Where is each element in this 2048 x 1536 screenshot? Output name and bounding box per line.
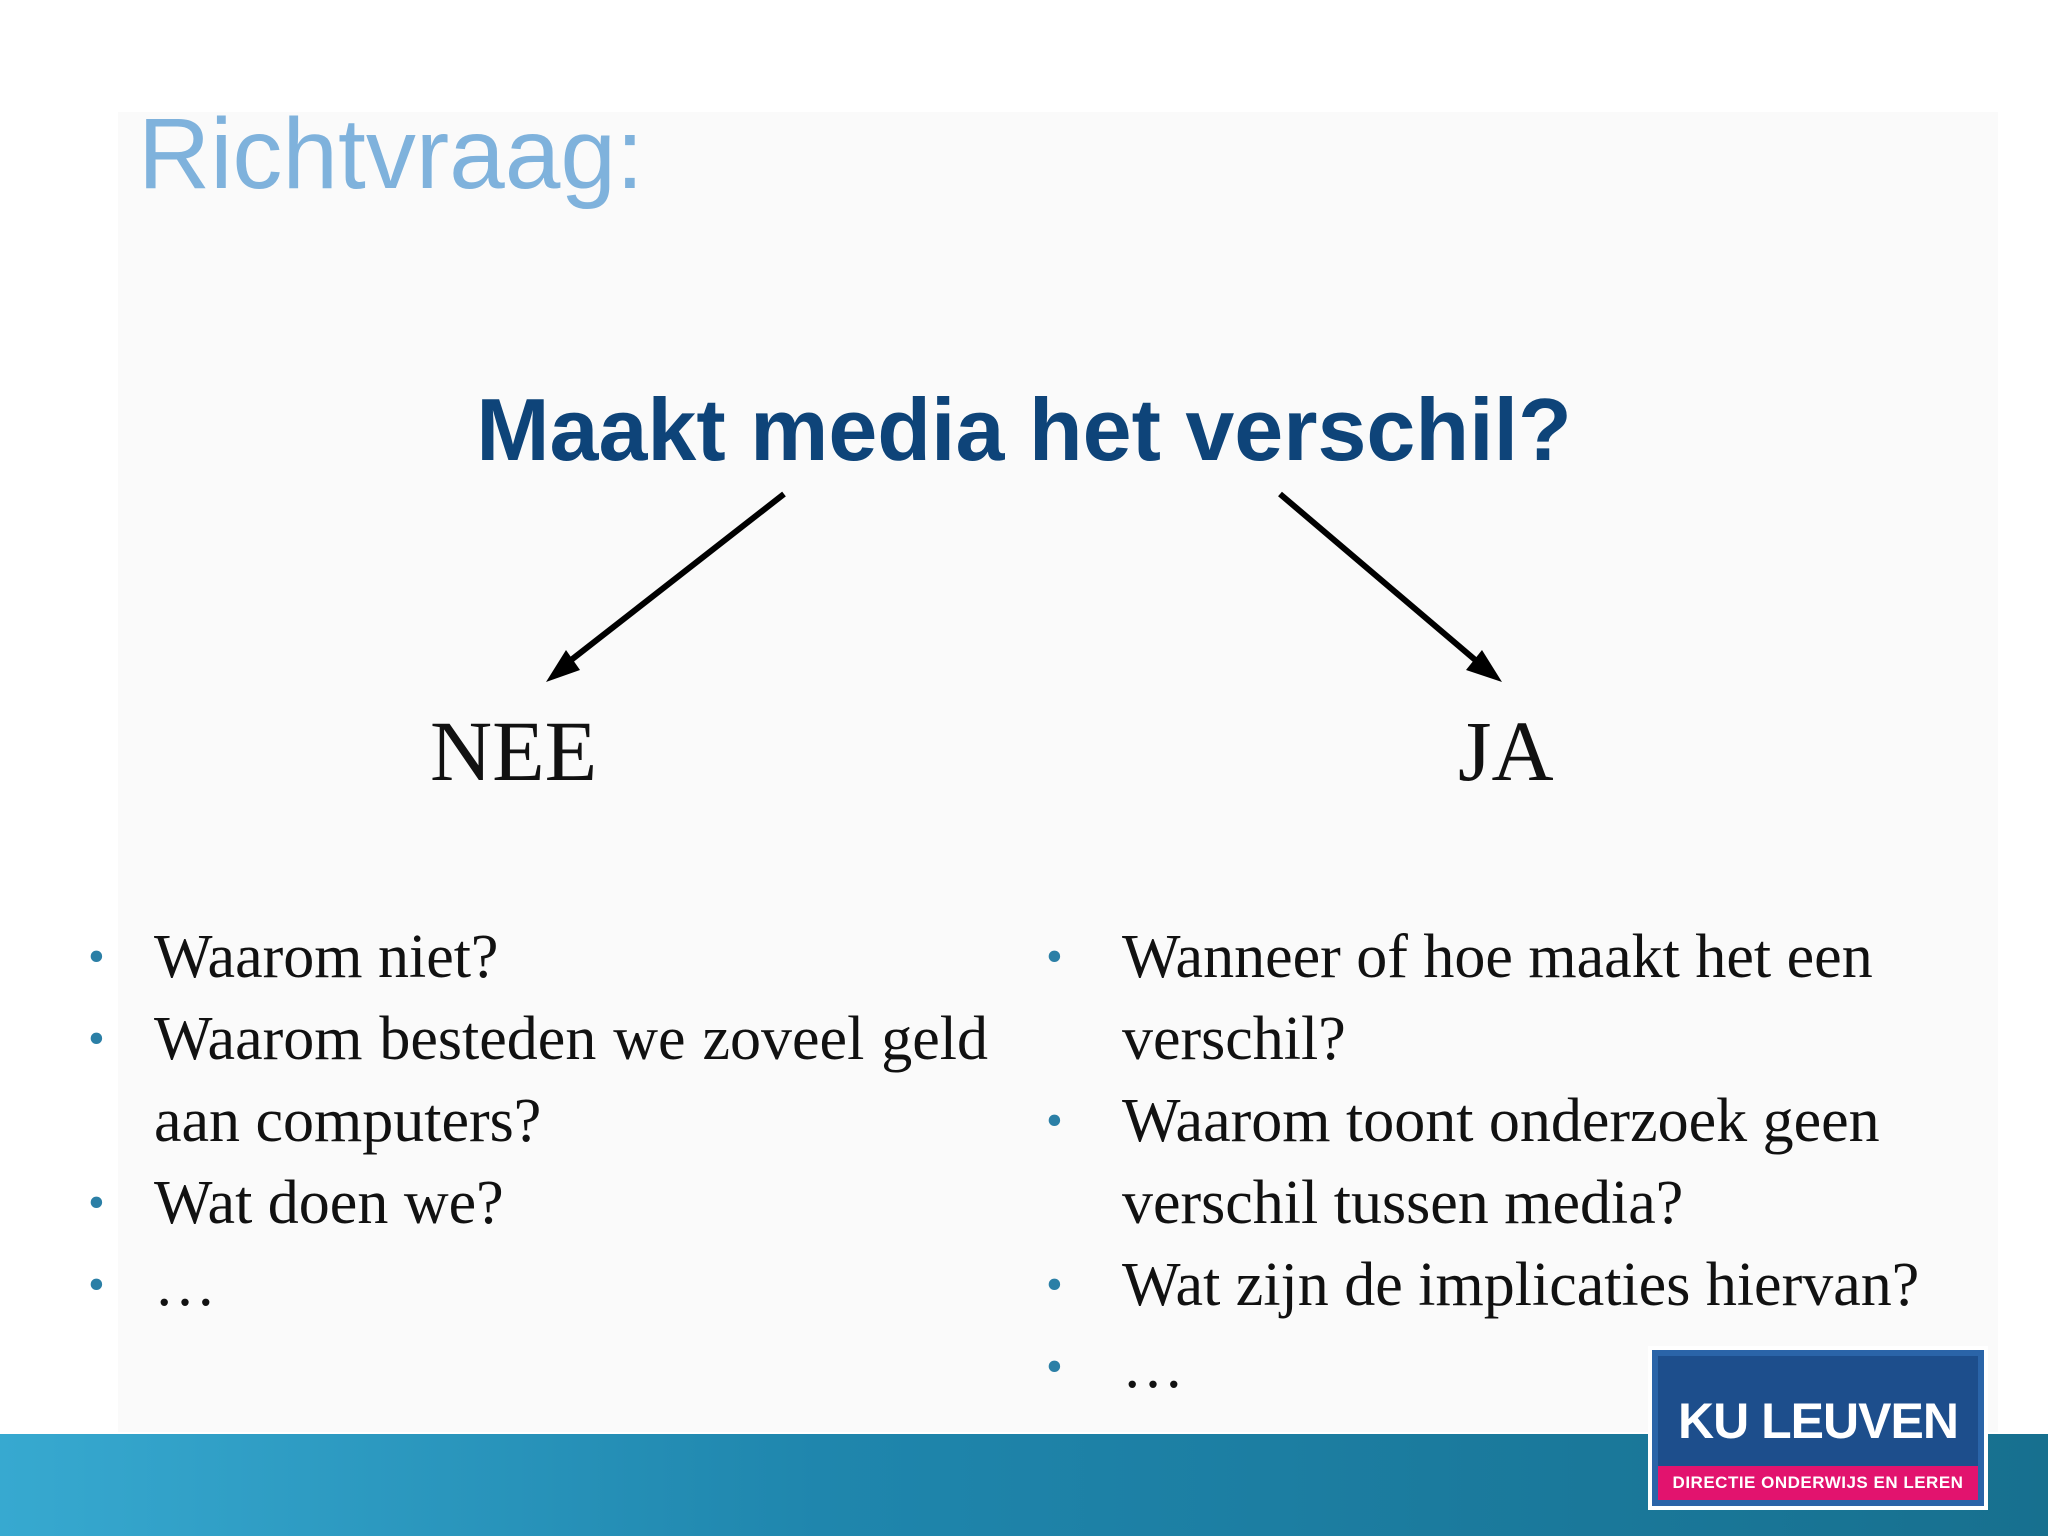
list-item: • Waarom toont onderzoek geen verschil tussen media? bbox=[1046, 1080, 1986, 1244]
bullet-icon: • bbox=[1046, 1340, 1063, 1393]
bullet-icon: • bbox=[88, 1176, 105, 1229]
answer-ja: JA bbox=[1458, 703, 1554, 799]
logo-name: KU LEUVEN bbox=[1678, 1393, 1958, 1449]
logo-panel bbox=[1652, 1350, 1984, 1506]
list-item: • … bbox=[1046, 1326, 1986, 1408]
bullet-icon: • bbox=[88, 930, 105, 983]
bullet-icon: • bbox=[88, 1012, 105, 1065]
arrow-to-nee bbox=[546, 494, 784, 682]
list-item: • Waarom niet? bbox=[88, 916, 988, 998]
ja-bullet-list bbox=[1046, 916, 1986, 1408]
answer-nee: NEE bbox=[430, 703, 598, 799]
list-item: • Wat doen we? bbox=[88, 1162, 988, 1244]
bullet-icon: • bbox=[1046, 1094, 1063, 1147]
bullet-icon: • bbox=[88, 1258, 105, 1311]
logo-subtitle: DIRECTIE ONDERWIJS EN LEREN bbox=[1658, 1466, 1978, 1500]
bullet-icon: • bbox=[1046, 930, 1063, 983]
list-item: • … bbox=[88, 1244, 988, 1326]
list-item: • Wanneer of hoe maakt het een verschil? bbox=[1046, 916, 1986, 1080]
ku-leuven-logo bbox=[1648, 1346, 1988, 1510]
list-item: • Waarom besteden we zoveel geld aan computers? bbox=[88, 998, 988, 1162]
arrow-to-ja bbox=[1280, 494, 1502, 682]
slide-title: Richtvraag: bbox=[138, 98, 644, 210]
nee-bullet-list bbox=[88, 916, 988, 1326]
central-question: Maakt media het verschil? bbox=[476, 380, 1572, 479]
list-item: • Wat zijn de implicaties hiervan? bbox=[1046, 1244, 1986, 1326]
bullet-icon: • bbox=[1046, 1258, 1063, 1311]
